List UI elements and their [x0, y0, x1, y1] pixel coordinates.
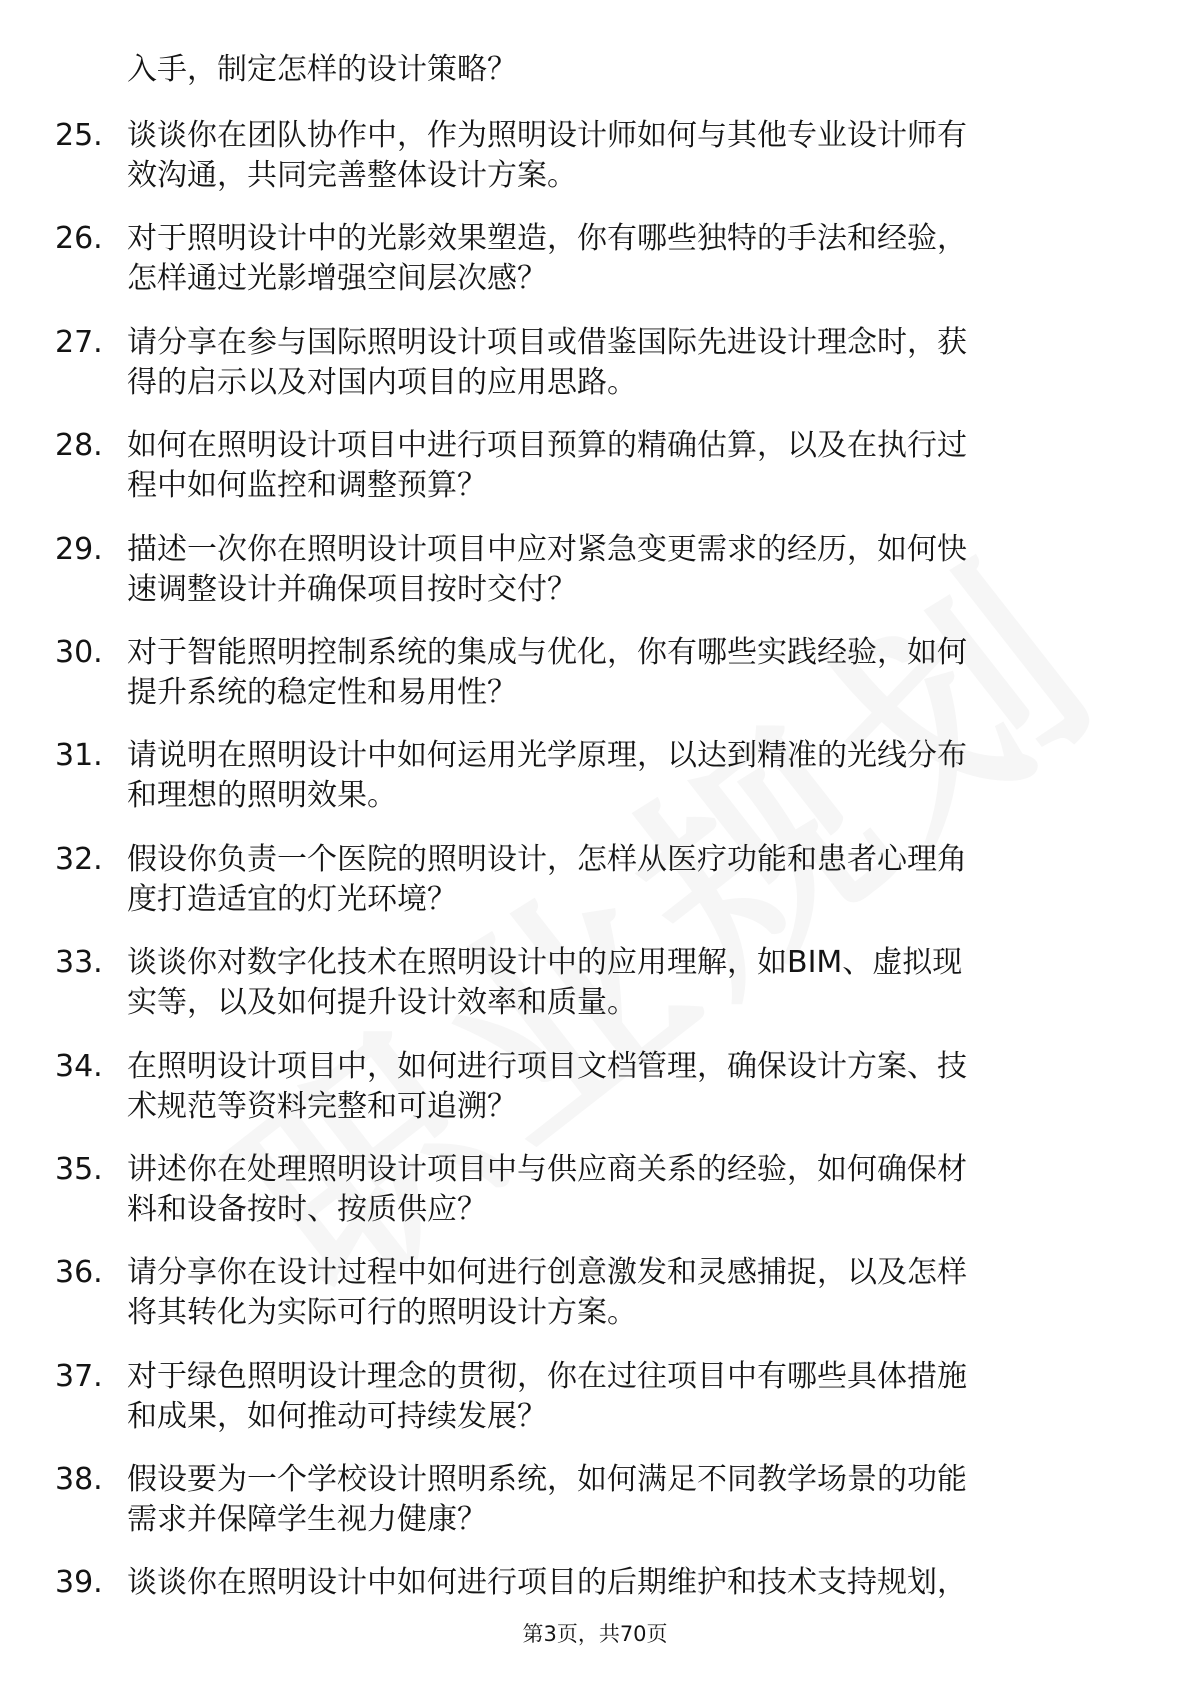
question-text [127, 1563, 1107, 1603]
question-number: 35. [55, 1151, 103, 1187]
question-text-line: 实等，以及如何提升设计效率和质量。 [127, 985, 637, 1021]
question-text [127, 1047, 1107, 1127]
question-text-line: 谈谈你在照明设计中如何进行项目的后期维护和技术支持规划， [127, 1565, 967, 1601]
question-item [0, 1357, 1190, 1460]
question-text-line: 在照明设计项目中，如何进行项目文档管理，确保设计方案、技 [127, 1048, 967, 1084]
question-text-line: 对于智能照明控制系统的集成与优化，你有哪些实践经验，如何 [127, 634, 967, 670]
question-text [127, 1357, 1107, 1437]
question-text-line: 提升系统的稳定性和易用性？ [127, 674, 517, 710]
question-number: 38. [55, 1462, 103, 1498]
question-item [0, 633, 1190, 736]
question-text [127, 943, 1107, 1023]
question-text [127, 1253, 1107, 1333]
question-number: 37. [55, 1358, 103, 1394]
question-text-line: 得的启示以及对国内项目的应用思路。 [127, 364, 637, 400]
question-text-line: 请分享你在设计过程中如何进行创意激发和灵感捕捉，以及怎样 [127, 1255, 967, 1291]
question-number: 32. [55, 841, 103, 877]
question-text-line: 怎样通过光影增强空间层次感？ [127, 261, 547, 297]
question-text-line: 谈谈你在团队协作中，作为照明设计师如何与其他专业设计师有 [127, 118, 967, 153]
question-item [0, 943, 1190, 1046]
question-text-line: 速调整设计并确保项目按时交付？ [127, 571, 577, 607]
question-text-line: 请分享在参与国际照明设计项目或借鉴国际先进设计理念时，获 [127, 324, 967, 360]
question-text [127, 323, 1107, 403]
question-text [127, 219, 1107, 299]
question-text-line: 对于绿色照明设计理念的贯彻，你在过往项目中有哪些具体措施 [127, 1358, 967, 1394]
question-item [0, 116, 1190, 219]
question-text-line: 度打造适宜的灯光环境？ [127, 881, 457, 917]
question-text-line: 和理想的照明效果。 [127, 778, 397, 814]
question-text [127, 840, 1107, 920]
question-item [0, 219, 1190, 322]
page-footer: 第3页，共70页 [522, 1622, 668, 1646]
continued-question-text: 入手，制定怎样的设计策略？ [127, 52, 517, 87]
question-number: 25. [55, 118, 103, 153]
question-text [127, 530, 1107, 610]
question-text-line: 和成果，如何推动可持续发展？ [127, 1398, 547, 1434]
question-text-line: 效沟通，共同完善整体设计方案。 [127, 158, 577, 193]
question-number: 28. [55, 428, 103, 464]
question-text-line: 程中如何监控和调整预算？ [127, 468, 487, 504]
question-number: 31. [55, 738, 103, 774]
question-text-line: 料和设备按时、按质供应？ [127, 1191, 487, 1227]
question-text-line: 讲述你在处理照明设计项目中与供应商关系的经验，如何确保材 [127, 1151, 967, 1187]
question-number: 30. [55, 634, 103, 670]
question-item [0, 426, 1190, 529]
question-text-line: 假设要为一个学校设计照明系统，如何满足不同教学场景的功能 [127, 1462, 967, 1498]
question-item [0, 323, 1190, 426]
question-number: 33. [55, 945, 103, 981]
question-item [0, 530, 1190, 633]
question-text-line: 假设你负责一个医院的照明设计，怎样从医疗功能和患者心理角 [127, 841, 967, 877]
question-text-line: 需求并保障学生视力健康？ [127, 1502, 487, 1538]
question-item [0, 736, 1190, 839]
question-number: 39. [55, 1565, 103, 1601]
question-item [0, 1047, 1190, 1150]
question-text-line: 对于照明设计中的光影效果塑造，你有哪些独特的手法和经验， [127, 221, 967, 257]
question-item [0, 1150, 1190, 1253]
question-item [0, 840, 1190, 943]
question-text [127, 1460, 1107, 1540]
question-item [0, 1460, 1190, 1563]
question-text-line: 谈谈你对数字化技术在照明设计中的应用理解，如BIM、虚拟现 [127, 945, 963, 981]
question-text [127, 736, 1107, 816]
question-text-line: 请说明在照明设计中如何运用光学原理，以达到精准的光线分布 [127, 738, 967, 774]
question-number: 36. [55, 1255, 103, 1291]
question-text [127, 633, 1107, 713]
question-text-line: 将其转化为实际可行的照明设计方案。 [127, 1295, 637, 1331]
question-number: 34. [55, 1048, 103, 1084]
question-text-line: 描述一次你在照明设计项目中应对紧急变更需求的经历，如何快 [127, 531, 967, 567]
question-text [127, 116, 1107, 196]
question-text [127, 1150, 1107, 1230]
question-text [127, 426, 1107, 506]
question-text-line: 如何在照明设计项目中进行项目预算的精确估算，以及在执行过 [127, 428, 967, 464]
question-item [0, 1253, 1190, 1356]
question-number: 27. [55, 324, 103, 360]
question-number: 29. [55, 531, 103, 567]
question-text-line: 术规范等资料完整和可追溯？ [127, 1088, 517, 1124]
question-item [0, 1563, 1190, 1666]
question-list [0, 116, 1190, 1667]
question-number: 26. [55, 221, 103, 257]
